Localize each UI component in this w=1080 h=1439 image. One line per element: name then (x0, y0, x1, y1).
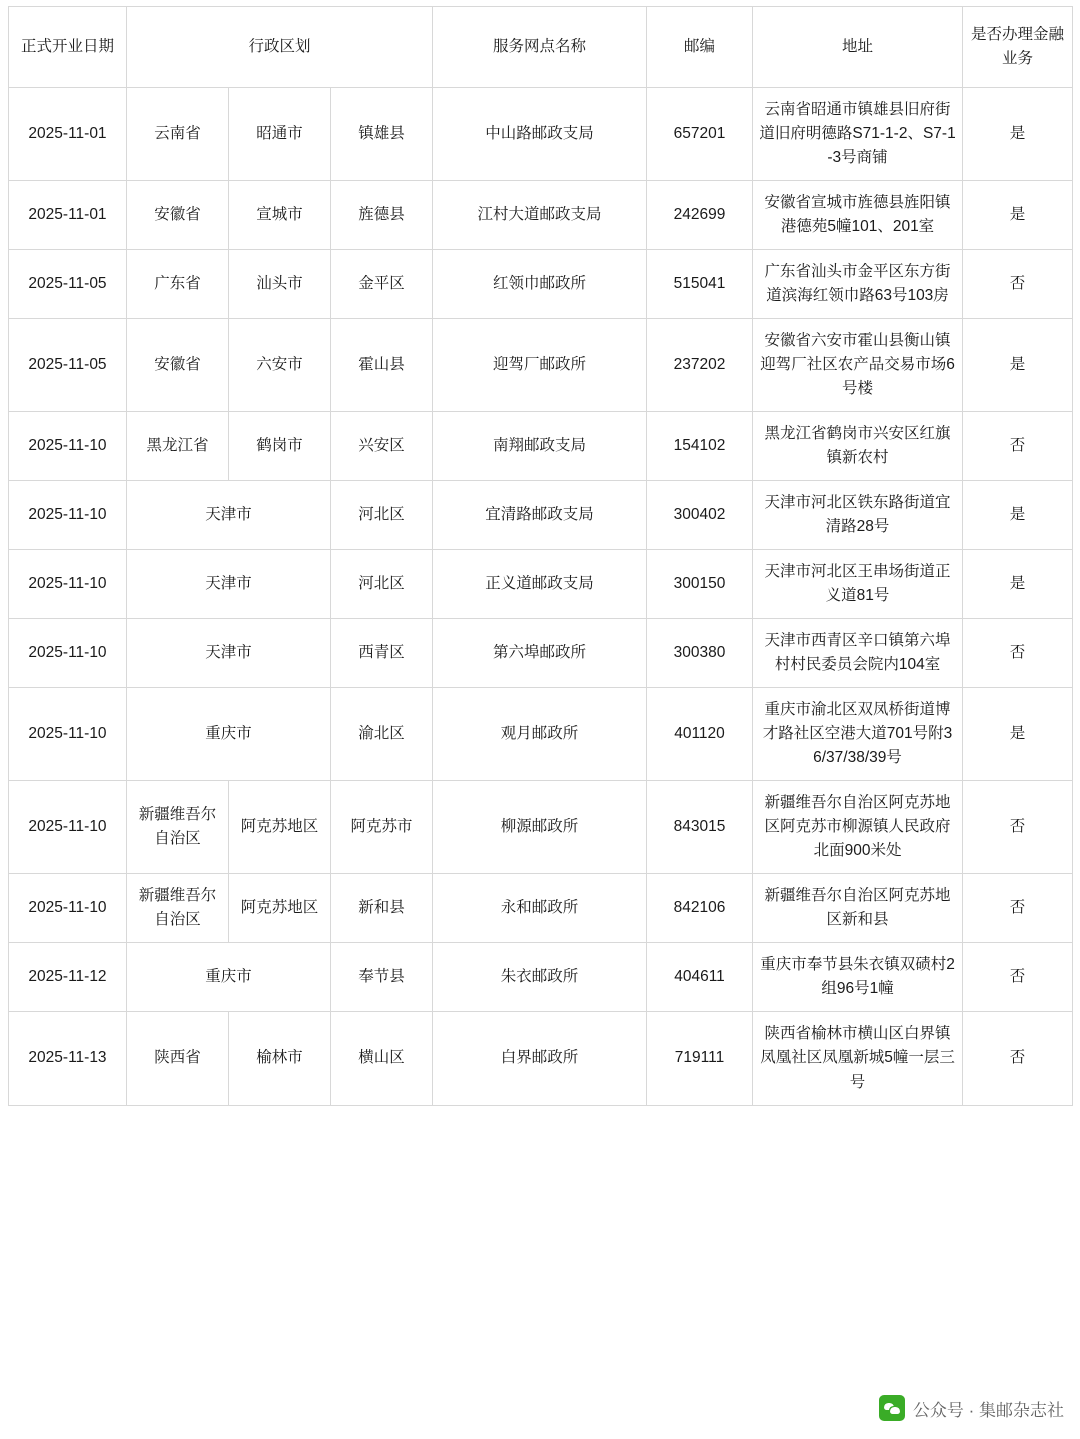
cell-branch-name: 朱衣邮政所 (433, 943, 647, 1012)
cell-zip: 515041 (647, 250, 753, 319)
cell-district: 金平区 (331, 250, 433, 319)
cell-address: 黑龙江省鹤岗市兴安区红旗镇新农村 (753, 412, 963, 481)
cell-financial: 否 (963, 943, 1073, 1012)
cell-financial: 否 (963, 1012, 1073, 1105)
cell-financial: 是 (963, 319, 1073, 412)
cell-province: 天津市 (127, 550, 331, 619)
cell-branch-name: 柳源邮政所 (433, 781, 647, 874)
cell-province: 陕西省 (127, 1012, 229, 1105)
cell-zip: 242699 (647, 181, 753, 250)
cell-address: 广东省汕头市金平区东方街道滨海红领巾路63号103房 (753, 250, 963, 319)
cell-financial: 否 (963, 619, 1073, 688)
cell-date: 2025-11-10 (9, 412, 127, 481)
cell-financial: 是 (963, 181, 1073, 250)
cell-zip: 300402 (647, 481, 753, 550)
cell-address: 天津市西青区辛口镇第六埠村村民委员会院内104室 (753, 619, 963, 688)
header-row (9, 7, 1073, 88)
cell-financial: 是 (963, 688, 1073, 781)
cell-province: 重庆市 (127, 943, 331, 1012)
cell-financial: 否 (963, 250, 1073, 319)
cell-zip: 404611 (647, 943, 753, 1012)
cell-district: 河北区 (331, 550, 433, 619)
header-date: 正式开业日期 (9, 7, 127, 88)
cell-financial: 是 (963, 88, 1073, 181)
table-body (9, 88, 1073, 1105)
cell-district: 旌德县 (331, 181, 433, 250)
cell-district: 兴安区 (331, 412, 433, 481)
cell-branch-name: 迎驾厂邮政所 (433, 319, 647, 412)
header-financial: 是否办理金融业务 (963, 7, 1073, 88)
cell-city: 阿克苏地区 (229, 781, 331, 874)
table-row (9, 781, 1073, 874)
cell-zip: 842106 (647, 874, 753, 943)
cell-zip: 843015 (647, 781, 753, 874)
cell-district: 西青区 (331, 619, 433, 688)
cell-city: 六安市 (229, 319, 331, 412)
cell-date: 2025-11-13 (9, 1012, 127, 1105)
cell-branch-name: 宜清路邮政支局 (433, 481, 647, 550)
cell-date: 2025-11-10 (9, 688, 127, 781)
postal-branch-table (8, 6, 1073, 1106)
cell-address: 安徽省六安市霍山县衡山镇迎驾厂社区农产品交易市场6号楼 (753, 319, 963, 412)
cell-branch-name: 永和邮政所 (433, 874, 647, 943)
cell-province: 重庆市 (127, 688, 331, 781)
cell-province: 安徽省 (127, 181, 229, 250)
cell-financial: 否 (963, 781, 1073, 874)
cell-address: 天津市河北区王串场街道正义道81号 (753, 550, 963, 619)
cell-branch-name: 观月邮政所 (433, 688, 647, 781)
cell-zip: 237202 (647, 319, 753, 412)
cell-branch-name: 南翔邮政支局 (433, 412, 647, 481)
table-row (9, 874, 1073, 943)
cell-district: 阿克苏市 (331, 781, 433, 874)
cell-financial: 否 (963, 874, 1073, 943)
cell-address: 陕西省榆林市横山区白界镇凤凰社区凤凰新城5幢一层三号 (753, 1012, 963, 1105)
cell-district: 河北区 (331, 481, 433, 550)
cell-district: 霍山县 (331, 319, 433, 412)
cell-zip: 154102 (647, 412, 753, 481)
cell-zip: 719111 (647, 1012, 753, 1105)
table-row (9, 181, 1073, 250)
cell-date: 2025-11-05 (9, 250, 127, 319)
cell-address: 云南省昭通市镇雄县旧府街道旧府明德路S71-1-2、S7-1-3号商铺 (753, 88, 963, 181)
cell-address: 天津市河北区铁东路街道宜清路28号 (753, 481, 963, 550)
cell-date: 2025-11-10 (9, 781, 127, 874)
table-row (9, 943, 1073, 1012)
table-row (9, 88, 1073, 181)
cell-city: 宣城市 (229, 181, 331, 250)
cell-financial: 否 (963, 412, 1073, 481)
cell-province: 黑龙江省 (127, 412, 229, 481)
table-row (9, 550, 1073, 619)
cell-province: 云南省 (127, 88, 229, 181)
table-row (9, 250, 1073, 319)
cell-financial: 是 (963, 481, 1073, 550)
cell-date: 2025-11-05 (9, 319, 127, 412)
cell-date: 2025-11-10 (9, 874, 127, 943)
table-row (9, 481, 1073, 550)
cell-district: 奉节县 (331, 943, 433, 1012)
cell-date: 2025-11-10 (9, 481, 127, 550)
cell-zip: 657201 (647, 88, 753, 181)
watermark-text: 公众号 · 集邮杂志社 (912, 1400, 1064, 1420)
cell-address: 重庆市奉节县朱衣镇双碛村2组96号1幢 (753, 943, 963, 1012)
cell-date: 2025-11-10 (9, 619, 127, 688)
table-row (9, 619, 1073, 688)
table-row (9, 319, 1073, 412)
cell-branch-name: 江村大道邮政支局 (433, 181, 647, 250)
table-row (9, 1012, 1073, 1105)
cell-address: 新疆维吾尔自治区阿克苏地区新和县 (753, 874, 963, 943)
cell-branch-name: 正义道邮政支局 (433, 550, 647, 619)
wechat-icon (879, 1395, 905, 1421)
cell-financial: 是 (963, 550, 1073, 619)
cell-date: 2025-11-12 (9, 943, 127, 1012)
cell-district: 横山区 (331, 1012, 433, 1105)
cell-date: 2025-11-01 (9, 181, 127, 250)
cell-zip: 401120 (647, 688, 753, 781)
table-row (9, 688, 1073, 781)
header-branch-name: 服务网点名称 (433, 7, 647, 88)
cell-city: 汕头市 (229, 250, 331, 319)
cell-branch-name: 第六埠邮政所 (433, 619, 647, 688)
cell-province: 新疆维吾尔自治区 (127, 781, 229, 874)
cell-district: 新和县 (331, 874, 433, 943)
table-header (9, 7, 1073, 88)
cell-district: 镇雄县 (331, 88, 433, 181)
header-region: 行政区划 (127, 7, 433, 88)
header-zip: 邮编 (647, 7, 753, 88)
cell-zip: 300380 (647, 619, 753, 688)
cell-address: 重庆市渝北区双凤桥街道博才路社区空港大道701号附36/37/38/39号 (753, 688, 963, 781)
cell-date: 2025-11-01 (9, 88, 127, 181)
cell-zip: 300150 (647, 550, 753, 619)
cell-branch-name: 白界邮政所 (433, 1012, 647, 1105)
cell-city: 鹤岗市 (229, 412, 331, 481)
watermark (879, 1395, 1064, 1421)
cell-address: 新疆维吾尔自治区阿克苏地区阿克苏市柳源镇人民政府北面900米处 (753, 781, 963, 874)
header-address: 地址 (753, 7, 963, 88)
cell-province: 天津市 (127, 481, 331, 550)
cell-province: 新疆维吾尔自治区 (127, 874, 229, 943)
cell-date: 2025-11-10 (9, 550, 127, 619)
cell-district: 渝北区 (331, 688, 433, 781)
cell-province: 天津市 (127, 619, 331, 688)
cell-city: 阿克苏地区 (229, 874, 331, 943)
cell-branch-name: 红领巾邮政所 (433, 250, 647, 319)
cell-city: 榆林市 (229, 1012, 331, 1105)
cell-city: 昭通市 (229, 88, 331, 181)
cell-address: 安徽省宣城市旌德县旌阳镇港德苑5幢101、201室 (753, 181, 963, 250)
table-row (9, 412, 1073, 481)
cell-province: 安徽省 (127, 319, 229, 412)
cell-branch-name: 中山路邮政支局 (433, 88, 647, 181)
cell-province: 广东省 (127, 250, 229, 319)
